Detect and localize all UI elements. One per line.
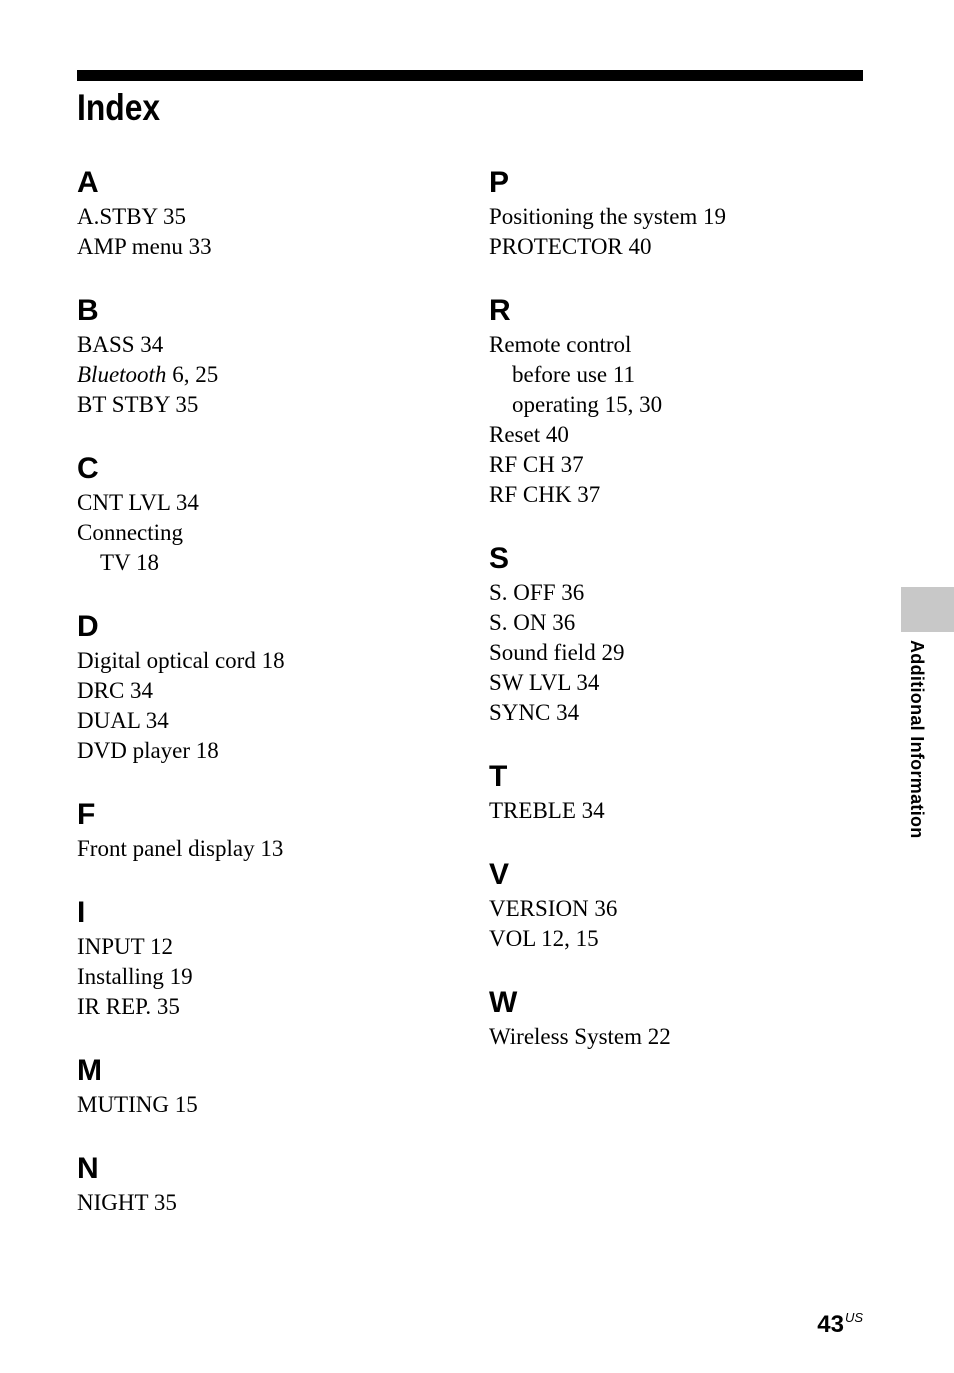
index-entry-italic: Bluetooth xyxy=(77,362,167,387)
index-entry: Sound field 29 xyxy=(489,640,625,665)
index-entry: DRC 34 xyxy=(77,678,154,703)
index-entry: DUAL 34 xyxy=(77,708,169,733)
index-entry: RF CH 37 xyxy=(489,452,584,477)
index-entry: S. OFF 36 xyxy=(489,580,585,605)
index-column-left xyxy=(77,164,457,1248)
index-section-s xyxy=(489,540,869,728)
index-entry: BASS 34 xyxy=(77,332,164,357)
index-entry: SW LVL 34 xyxy=(489,670,600,695)
section-tab xyxy=(901,587,954,632)
page-title: Index xyxy=(77,87,161,128)
index-entry: MUTING 15 xyxy=(77,1092,198,1117)
index-entry: BT STBY 35 xyxy=(77,392,199,417)
side-tab-label: Additional Information xyxy=(907,640,927,839)
index-entry: INPUT 12 xyxy=(77,934,174,959)
index-section-a xyxy=(77,164,457,262)
index-section-t xyxy=(489,758,869,826)
index-entry: VERSION 36 xyxy=(489,896,618,921)
index-entry: NIGHT 35 xyxy=(77,1190,177,1215)
index-column-right xyxy=(489,164,869,1082)
index-section-w xyxy=(489,984,869,1052)
index-entry-pages: 6, 25 xyxy=(166,362,219,387)
index-entry: Front panel display 13 xyxy=(77,836,284,861)
index-entry: AMP menu 33 xyxy=(77,234,212,259)
index-letter: C xyxy=(77,452,99,485)
index-section-b xyxy=(77,292,457,420)
index-letter: T xyxy=(489,760,508,793)
index-section-v xyxy=(489,856,869,954)
index-entry: IR REP. 35 xyxy=(77,994,180,1019)
page-number-suffix: US xyxy=(844,1310,863,1325)
index-entry: A.STBY 35 xyxy=(77,204,187,229)
index-letter: F xyxy=(77,798,96,831)
index-entry: RF CHK 37 xyxy=(489,482,601,507)
index-entry: SYNC 34 xyxy=(489,700,580,725)
index-entry: CNT LVL 34 xyxy=(77,490,199,515)
index-section-n xyxy=(77,1150,457,1218)
index-entry: PROTECTOR 40 xyxy=(489,234,652,259)
index-section-f xyxy=(77,796,457,864)
index-letter: P xyxy=(489,166,510,199)
index-entry: S. ON 36 xyxy=(489,610,576,635)
index-subentry: before use 11 xyxy=(512,362,636,387)
index-section-m xyxy=(77,1052,457,1120)
index-section-i xyxy=(77,894,457,1022)
index-entry xyxy=(77,360,457,390)
index-letter: D xyxy=(77,610,99,643)
index-entry: Installing 19 xyxy=(77,964,193,989)
index-letter: V xyxy=(489,858,510,891)
index-section-d xyxy=(77,608,457,766)
index-entry: Reset 40 xyxy=(489,422,569,447)
page-number-value: 43 xyxy=(817,1311,844,1338)
index-entry: TREBLE 34 xyxy=(489,798,605,823)
top-rule xyxy=(77,70,863,81)
index-letter: N xyxy=(77,1152,99,1185)
index-section-r xyxy=(489,292,869,510)
index-entry: VOL 12, 15 xyxy=(489,926,599,951)
index-entry: Wireless System 22 xyxy=(489,1024,671,1049)
index-entry: DVD player 18 xyxy=(77,738,219,763)
index-entry: Digital optical cord 18 xyxy=(77,648,285,673)
index-entry: Connecting xyxy=(77,520,184,545)
index-letter: S xyxy=(489,542,510,575)
page-number xyxy=(817,1310,863,1339)
index-entry: Positioning the system 19 xyxy=(489,204,727,229)
index-letter: A xyxy=(77,166,99,199)
index-entry: Remote control xyxy=(489,332,632,357)
index-letter: B xyxy=(77,294,99,327)
index-subentry: TV 18 xyxy=(100,550,159,575)
index-section-c xyxy=(77,450,457,578)
index-letter: R xyxy=(489,294,511,327)
index-section-p xyxy=(489,164,869,262)
index-letter: M xyxy=(77,1054,102,1087)
index-letter: I xyxy=(77,896,86,929)
index-letter: W xyxy=(489,986,518,1019)
index-subentry: operating 15, 30 xyxy=(512,392,663,417)
